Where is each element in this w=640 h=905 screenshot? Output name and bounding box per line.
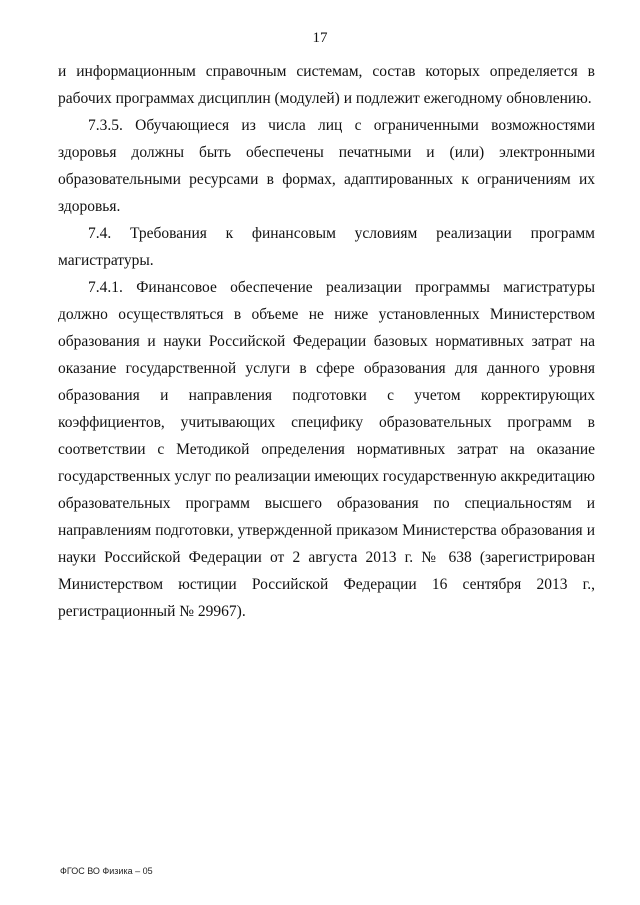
page-number: 17 xyxy=(312,30,328,46)
paragraph-7-4-1: 7.4.1. Финансовое обеспечение реализации программы магистратуры должно осуществляться в объеме не ниже установленных Министерством образования и науки Российской Федерации базовых нормативных затрат на оказание государственной услуги в сфере образования для данного уровня образования и направления подготовки с учетом корректирующих коэффициентов, учитывающих специфику образовательных программ в соответствии с Методикой определения нормативных затрат на оказание государственных услуг по реализации имеющих государственную аккредитацию образовательных программ высшего образования по специальностям и направлениям подготовки, утвержденной приказом Министерства образования и науки Российской Федерации от 2 августа 2013 г. № 638 (зарегистрирован Министерством юстиции Российской Федерации 16 сентября 2013 г., регистрационный № 29967). xyxy=(58,279,595,620)
document-body xyxy=(58,58,595,625)
paragraph-7-3-5: 7.3.5. Обучающиеся из числа лиц с ограниченными возможностями здоровья должны быть обеспечены печатными и (или) электронными образовательными ресурсами в формах, адаптированных к ограничениям их здоровья. xyxy=(58,117,595,215)
paragraph-continuation: и информационным справочным системам, состав которых определяется в рабочих программах дисциплин (модулей) и подлежит ежегодному обновлению. xyxy=(58,63,595,107)
paragraph-7-4: 7.4. Требования к финансовым условиям реализации программ магистратуры. xyxy=(58,225,595,269)
footer-label: ФГОС ВО Физика – 05 xyxy=(60,866,153,876)
